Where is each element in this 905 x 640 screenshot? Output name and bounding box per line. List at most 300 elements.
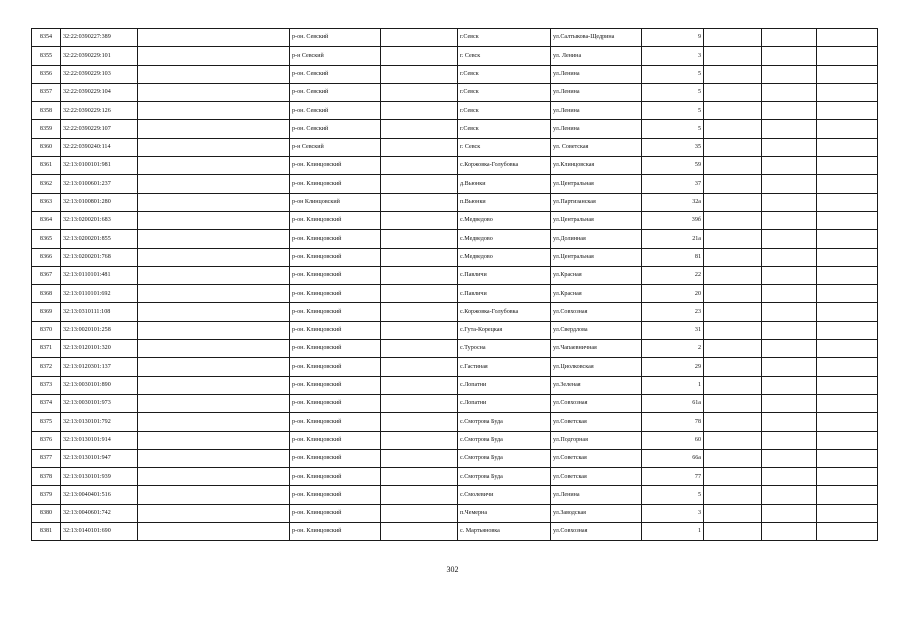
settlement-cell: г.Севск [458,83,551,101]
blank-cell [817,83,878,101]
blank-cell [704,138,762,156]
district-cell: р-он. Севский [290,29,381,47]
settlement-cell: п.Чемерна [458,504,551,522]
blank-cell [817,413,878,431]
street-cell: ул.Циолковская [551,358,642,376]
blank-cell [138,340,290,358]
table-row [32,468,878,486]
table-row [32,47,878,65]
street-cell: ул.Советская [551,468,642,486]
cadastral-number-cell: 32:22:0390229:101 [61,47,138,65]
table-row [32,138,878,156]
table-row [32,376,878,394]
blank-cell [138,449,290,467]
blank-cell [762,193,817,211]
blank-cell [138,193,290,211]
blank-cell [762,303,817,321]
table-row [32,413,878,431]
blank-cell [138,413,290,431]
house-number-cell: 78 [642,413,704,431]
house-number-cell: 60 [642,431,704,449]
blank-cell [817,285,878,303]
blank-cell [381,340,458,358]
row-number-cell: 8358 [32,102,61,120]
street-cell: ул.Заводская [551,504,642,522]
street-cell: ул.Чапаевничная [551,340,642,358]
blank-cell [704,193,762,211]
blank-cell [138,175,290,193]
blank-cell [762,340,817,358]
blank-cell [817,431,878,449]
cadastral-number-cell: 32:13:0020101:258 [61,321,138,339]
blank-cell [138,29,290,47]
blank-cell [704,486,762,504]
blank-cell [138,47,290,65]
blank-cell [138,65,290,83]
blank-cell [704,120,762,138]
cadastral-number-cell: 32:13:0120101:320 [61,340,138,358]
cadastral-number-cell: 32:13:0100101:981 [61,157,138,175]
blank-cell [381,211,458,229]
district-cell: р-он. Севский [290,120,381,138]
cadastral-number-cell: 32:13:0130101:792 [61,413,138,431]
street-cell: ул.Ленина [551,120,642,138]
row-number-cell: 8372 [32,358,61,376]
blank-cell [138,230,290,248]
district-cell: р-он. Клинцовский [290,431,381,449]
blank-cell [381,230,458,248]
table-row [32,175,878,193]
blank-cell [381,431,458,449]
blank-cell [704,65,762,83]
street-cell: ул.Подгорная [551,431,642,449]
district-cell: р-он. Клинцовский [290,376,381,394]
row-number-cell: 8365 [32,230,61,248]
page-number: 302 [446,565,459,574]
blank-cell [762,157,817,175]
street-cell: ул.Центральная [551,211,642,229]
blank-cell [704,83,762,101]
blank-cell [817,157,878,175]
blank-cell [762,47,817,65]
blank-cell [138,504,290,522]
row-number-cell: 8373 [32,376,61,394]
blank-cell [381,102,458,120]
blank-cell [762,468,817,486]
house-number-cell: 39б [642,211,704,229]
district-cell: р-он. Клинцовский [290,468,381,486]
cadastral-number-cell: 32:22:0390229:107 [61,120,138,138]
blank-cell [138,211,290,229]
table-row [32,523,878,541]
cadastral-number-cell: 32:13:0200201:768 [61,248,138,266]
blank-cell [704,449,762,467]
blank-cell [704,175,762,193]
house-number-cell: 29 [642,358,704,376]
blank-cell [762,431,817,449]
row-number-cell: 8362 [32,175,61,193]
table-row [32,486,878,504]
district-cell: р-он. Клинцовский [290,285,381,303]
table-row [32,449,878,467]
blank-cell [138,138,290,156]
table-row [32,211,878,229]
street-cell: ул.Ленина [551,83,642,101]
blank-cell [762,29,817,47]
cadastral-number-cell: 32:13:0110101:692 [61,285,138,303]
blank-cell [704,358,762,376]
blank-cell [138,102,290,120]
blank-cell [762,449,817,467]
row-number-cell: 8356 [32,65,61,83]
table-row [32,504,878,522]
district-cell: р-он. Клинцовский [290,358,381,376]
house-number-cell: 22 [642,266,704,284]
blank-cell [762,376,817,394]
district-cell: р-н Севский [290,47,381,65]
settlement-cell: г.Севск [458,102,551,120]
cadastral-number-cell: 32:13:0130101:939 [61,468,138,486]
cadastral-number-cell: 32:13:0030101:973 [61,394,138,412]
blank-cell [138,248,290,266]
blank-cell [138,285,290,303]
cadastral-number-cell: 32:22:0390229:103 [61,65,138,83]
blank-cell [138,523,290,541]
blank-cell [381,413,458,431]
blank-cell [817,468,878,486]
table-row [32,230,878,248]
house-number-cell: 66а [642,449,704,467]
blank-cell [704,303,762,321]
street-cell: ул.Центральная [551,175,642,193]
street-cell: ул.Партизанская [551,193,642,211]
blank-cell [762,211,817,229]
blank-cell [817,376,878,394]
house-number-cell: 5 [642,65,704,83]
district-cell: р-он. Клинцовский [290,340,381,358]
house-number-cell: 20 [642,285,704,303]
house-number-cell: 5 [642,120,704,138]
blank-cell [817,120,878,138]
row-number-cell: 8369 [32,303,61,321]
cadastral-number-cell: 32:22:0390229:126 [61,102,138,120]
blank-cell [762,83,817,101]
row-number-cell: 8357 [32,83,61,101]
settlement-cell: с.Смотрова Буда [458,468,551,486]
cadastral-number-cell: 32:22:0390227:389 [61,29,138,47]
cadastral-number-cell: 32:13:0030101:890 [61,376,138,394]
blank-cell [381,266,458,284]
table-row [32,285,878,303]
district-cell: р-он. Клинцовский [290,303,381,321]
blank-cell [817,138,878,156]
settlement-cell: с.Коржовка-Голубовка [458,303,551,321]
blank-cell [762,120,817,138]
row-number-cell: 8355 [32,47,61,65]
street-cell: ул.Совхозная [551,523,642,541]
blank-cell [817,193,878,211]
blank-cell [381,303,458,321]
blank-cell [704,266,762,284]
blank-cell [762,394,817,412]
blank-cell [381,376,458,394]
row-number-cell: 8361 [32,157,61,175]
blank-cell [762,175,817,193]
settlement-cell: с.Медведово [458,230,551,248]
row-number-cell: 8360 [32,138,61,156]
blank-cell [704,47,762,65]
blank-cell [381,138,458,156]
table-row [32,321,878,339]
row-number-cell: 8379 [32,486,61,504]
blank-cell [817,523,878,541]
cadastral-number-cell: 32:13:0120301:137 [61,358,138,376]
blank-cell [762,230,817,248]
settlement-cell: с.Смолевичи [458,486,551,504]
blank-cell [704,211,762,229]
row-number-cell: 8376 [32,431,61,449]
house-number-cell: 31 [642,321,704,339]
settlement-cell: г. Севск [458,47,551,65]
street-cell: ул.Советская [551,449,642,467]
settlement-cell: с.Медведово [458,248,551,266]
blank-cell [762,504,817,522]
blank-cell [381,449,458,467]
house-number-cell: 37 [642,175,704,193]
blank-cell [381,193,458,211]
blank-cell [762,65,817,83]
blank-cell [762,486,817,504]
blank-cell [817,358,878,376]
blank-cell [817,486,878,504]
blank-cell [704,230,762,248]
cadastral-number-cell: 32:13:0200201:855 [61,230,138,248]
house-number-cell: 23 [642,303,704,321]
settlement-cell: с.Павличи [458,266,551,284]
blank-cell [138,486,290,504]
house-number-cell: 61а [642,394,704,412]
blank-cell [817,65,878,83]
district-cell: р-он Клинцовский [290,193,381,211]
district-cell: р-он. Клинцовский [290,413,381,431]
settlement-cell: с.Коржовка-Голубовка [458,157,551,175]
district-cell: р-он. Клинцовский [290,211,381,229]
row-number-cell: 8368 [32,285,61,303]
blank-cell [381,321,458,339]
settlement-cell: с.Смотрова Буда [458,413,551,431]
settlement-cell: п.Вьюнки [458,193,551,211]
blank-cell [138,120,290,138]
blank-cell [817,321,878,339]
house-number-cell: 3 [642,47,704,65]
blank-cell [762,266,817,284]
cadastral-number-cell: 32:13:0130101:947 [61,449,138,467]
blank-cell [138,376,290,394]
blank-cell [704,102,762,120]
blank-cell [138,321,290,339]
cadastral-number-cell: 32:13:0110101:481 [61,266,138,284]
district-cell: р-он. Севский [290,65,381,83]
settlement-cell: с.Лопатни [458,376,551,394]
table-row [32,157,878,175]
settlement-cell: с.Лопатни [458,394,551,412]
street-cell: ул.Салтыкова-Щедрина [551,29,642,47]
blank-cell [817,266,878,284]
table-row [32,65,878,83]
street-cell: ул.Совхозная [551,303,642,321]
blank-cell [817,449,878,467]
row-number-cell: 8377 [32,449,61,467]
blank-cell [704,413,762,431]
blank-cell [817,29,878,47]
blank-cell [762,321,817,339]
table-row [32,29,878,47]
settlement-cell: с.Туросна [458,340,551,358]
house-number-cell: 77 [642,468,704,486]
district-cell: р-он. Клинцовский [290,266,381,284]
row-number-cell: 8380 [32,504,61,522]
table-row [32,358,878,376]
blank-cell [138,83,290,101]
settlement-cell: г.Севск [458,29,551,47]
blank-cell [704,468,762,486]
blank-cell [381,29,458,47]
row-number-cell: 8371 [32,340,61,358]
row-number-cell: 8354 [32,29,61,47]
street-cell: ул.Ленина [551,65,642,83]
cadastral-number-cell: 32:13:0130101:914 [61,431,138,449]
table-row [32,340,878,358]
blank-cell [381,285,458,303]
house-number-cell: 35 [642,138,704,156]
blank-cell [762,523,817,541]
blank-cell [817,47,878,65]
blank-cell [381,157,458,175]
blank-cell [138,431,290,449]
blank-cell [704,504,762,522]
blank-cell [381,394,458,412]
settlement-cell: с.Медведово [458,211,551,229]
district-cell: р-он. Клинцовский [290,504,381,522]
blank-cell [704,248,762,266]
blank-cell [817,175,878,193]
blank-cell [817,394,878,412]
blank-cell [138,157,290,175]
blank-cell [762,358,817,376]
blank-cell [762,248,817,266]
property-register-table [31,28,878,541]
house-number-cell: 5 [642,83,704,101]
blank-cell [381,47,458,65]
row-number-cell: 8359 [32,120,61,138]
table-row [32,266,878,284]
street-cell: ул.Красная [551,285,642,303]
street-cell: ул.Свердлова [551,321,642,339]
district-cell: р-он. Клинцовский [290,523,381,541]
blank-cell [817,340,878,358]
district-cell: р-н Севский [290,138,381,156]
blank-cell [817,303,878,321]
cadastral-number-cell: 32:13:0310111:108 [61,303,138,321]
settlement-cell: с.Смотрова Буда [458,431,551,449]
table-row [32,83,878,101]
house-number-cell: 21а [642,230,704,248]
cadastral-number-cell: 32:22:0390229:104 [61,83,138,101]
district-cell: р-он. Севский [290,83,381,101]
row-number-cell: 8366 [32,248,61,266]
district-cell: р-он. Клинцовский [290,394,381,412]
street-cell: ул.Зеленая [551,376,642,394]
blank-cell [381,523,458,541]
table-body [32,29,878,541]
row-number-cell: 8374 [32,394,61,412]
house-number-cell: 9 [642,29,704,47]
blank-cell [381,486,458,504]
blank-cell [138,468,290,486]
blank-cell [381,120,458,138]
house-number-cell: 5 [642,102,704,120]
blank-cell [381,83,458,101]
cadastral-number-cell: 32:13:0200201:683 [61,211,138,229]
blank-cell [381,248,458,266]
table-row [32,193,878,211]
blank-cell [704,394,762,412]
house-number-cell: 1 [642,523,704,541]
blank-cell [704,321,762,339]
table-row [32,394,878,412]
blank-cell [381,358,458,376]
district-cell: р-он. Клинцовский [290,230,381,248]
street-cell: ул.Совхозная [551,394,642,412]
cadastral-number-cell: 32:13:0040601:742 [61,504,138,522]
district-cell: р-он. Клинцовский [290,449,381,467]
blank-cell [817,230,878,248]
settlement-cell: с.Гута-Корецкая [458,321,551,339]
street-cell: ул.Центральная [551,248,642,266]
blank-cell [817,102,878,120]
row-number-cell: 8370 [32,321,61,339]
row-number-cell: 8378 [32,468,61,486]
blank-cell [762,102,817,120]
street-cell: ул.Ленина [551,486,642,504]
street-cell: ул. Ленина [551,47,642,65]
district-cell: р-он. Клинцовский [290,486,381,504]
blank-cell [704,285,762,303]
house-number-cell: 59 [642,157,704,175]
table-row [32,303,878,321]
table-row [32,248,878,266]
table-row [32,102,878,120]
blank-cell [762,413,817,431]
settlement-cell: с. Мартьяновка [458,523,551,541]
row-number-cell: 8381 [32,523,61,541]
row-number-cell: 8375 [32,413,61,431]
district-cell: р-он. Севский [290,102,381,120]
house-number-cell: 2 [642,340,704,358]
settlement-cell: г.Севск [458,65,551,83]
street-cell: ул.Красная [551,266,642,284]
house-number-cell: 81 [642,248,704,266]
cadastral-number-cell: 32:13:0040401:516 [61,486,138,504]
street-cell: ул.Советская [551,413,642,431]
blank-cell [817,211,878,229]
blank-cell [817,248,878,266]
blank-cell [381,504,458,522]
table-row [32,120,878,138]
blank-cell [704,523,762,541]
settlement-cell: с.Павличи [458,285,551,303]
district-cell: р-он. Клинцовский [290,175,381,193]
